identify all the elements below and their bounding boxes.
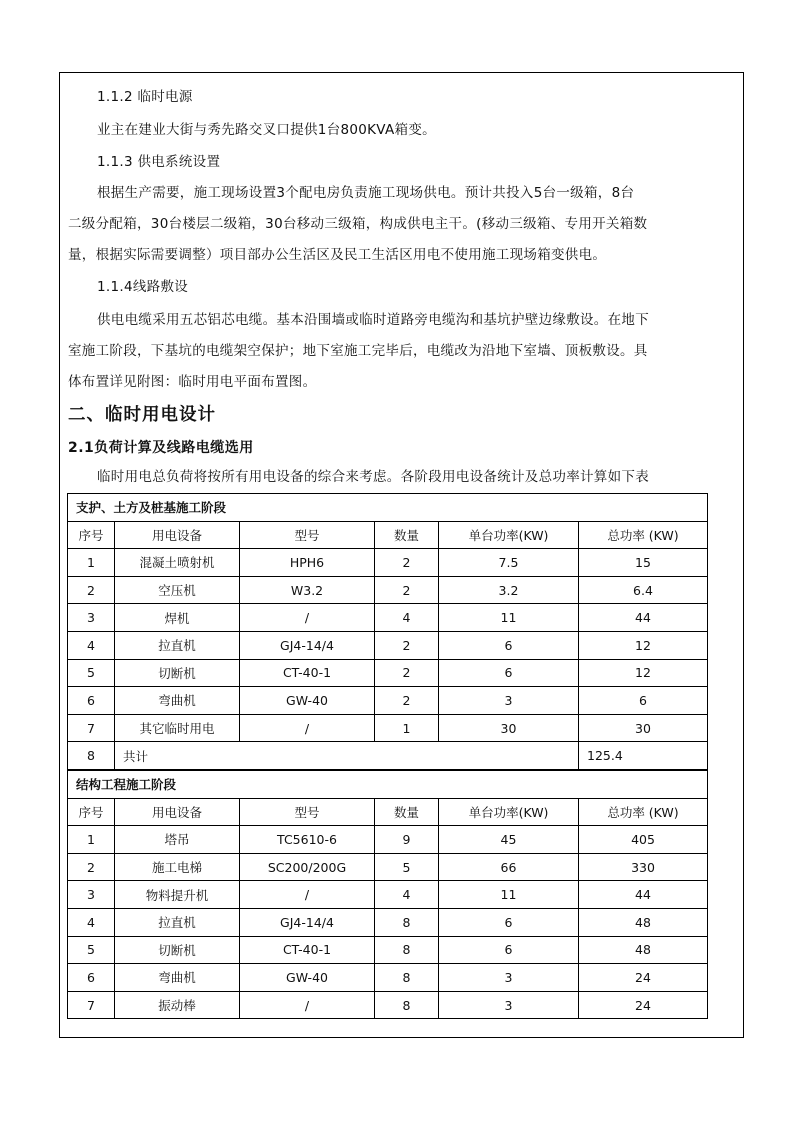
cell-total-power: 6 xyxy=(579,687,708,715)
header-device: 用电设备 xyxy=(115,521,240,549)
table-row xyxy=(68,991,708,1019)
header-qty: 数量 xyxy=(375,798,439,826)
cell-total-power: 6.4 xyxy=(579,576,708,604)
cell-unit-power: 3 xyxy=(439,964,579,992)
table-stage-row xyxy=(68,494,708,522)
cell-unit-power: 7.5 xyxy=(439,549,579,577)
table-row xyxy=(68,936,708,964)
cell-model: TC5610-6 xyxy=(240,826,375,854)
cell-qty: 2 xyxy=(375,687,439,715)
cell-no: 5 xyxy=(68,936,115,964)
cell-device: 物料提升机 xyxy=(115,881,240,909)
cell-device: 空压机 xyxy=(115,576,240,604)
table-header-row xyxy=(68,798,708,826)
header-total-power: 总功率 (KW) xyxy=(579,798,708,826)
header-model: 型号 xyxy=(240,521,375,549)
cell-unit-power: 45 xyxy=(439,826,579,854)
section-2-1-body: 临时用电总负荷将按所有用电设备的综合来考虑。各阶段用电设备统计及总功率计算如下表 xyxy=(97,469,649,485)
cell-model: HPH6 xyxy=(240,549,375,577)
cell-total-power: 12 xyxy=(579,631,708,659)
cell-model: CT-40-1 xyxy=(240,659,375,687)
section-2-1-heading: 2.1负荷计算及线路电缆选用 xyxy=(68,440,254,456)
header-unit-power: 单台功率(KW) xyxy=(439,798,579,826)
cell-no: 1 xyxy=(68,549,115,577)
table-row xyxy=(68,908,708,936)
cell-no: 2 xyxy=(68,576,115,604)
cell-total-power: 24 xyxy=(579,991,708,1019)
header-unit-power: 单台功率(KW) xyxy=(439,521,579,549)
cell-device: 拉直机 xyxy=(115,908,240,936)
cell-device: 振动棒 xyxy=(115,991,240,1019)
cell-total-power: 48 xyxy=(579,908,708,936)
cell-qty: 8 xyxy=(375,936,439,964)
section-1-1-3-line-1: 根据生产需要，施工现场设置3个配电房负责施工现场供电。预计共投入5台一级箱，8台 xyxy=(97,185,635,201)
cell-total-power: 330 xyxy=(579,853,708,881)
cell-model: GJ4-14/4 xyxy=(240,631,375,659)
cell-model: / xyxy=(240,604,375,632)
section-1-1-3-line-3: 量，根据实际需要调整）项目部办公生活区及民工生活区用电不使用施工现场箱变供电。 xyxy=(68,247,607,263)
section-1-1-4-line-3: 体布置详见附图：临时用电平面布置图。 xyxy=(68,374,317,390)
cell-total-power: 48 xyxy=(579,936,708,964)
cell-total-power: 30 xyxy=(579,714,708,742)
cell-device: 混凝土喷射机 xyxy=(115,549,240,577)
stage-title: 结构工程施工阶段 xyxy=(68,771,708,799)
header-no: 序号 xyxy=(68,798,115,826)
cell-no: 5 xyxy=(68,659,115,687)
cell-no: 8 xyxy=(68,742,115,770)
table-row xyxy=(68,687,708,715)
cell-no: 3 xyxy=(68,881,115,909)
cell-qty: 5 xyxy=(375,853,439,881)
cell-unit-power: 66 xyxy=(439,853,579,881)
cell-qty: 8 xyxy=(375,908,439,936)
header-model: 型号 xyxy=(240,798,375,826)
header-no: 序号 xyxy=(68,521,115,549)
cell-no: 3 xyxy=(68,604,115,632)
table-row xyxy=(68,853,708,881)
table-row xyxy=(68,631,708,659)
cell-unit-power: 30 xyxy=(439,714,579,742)
cell-device: 弯曲机 xyxy=(115,687,240,715)
section-1-1-4-line-1: 供电电缆采用五芯铝芯电缆。基本沿围墙或临时道路旁电缆沟和基坑护壁边缘敷设。在地下 xyxy=(97,312,649,328)
load-table-foundation-stage xyxy=(67,493,708,770)
table-row xyxy=(68,604,708,632)
cell-model: GJ4-14/4 xyxy=(240,908,375,936)
cell-unit-power: 11 xyxy=(439,604,579,632)
cell-device: 弯曲机 xyxy=(115,964,240,992)
cell-qty: 9 xyxy=(375,826,439,854)
cell-qty: 8 xyxy=(375,991,439,1019)
cell-qty: 4 xyxy=(375,881,439,909)
cell-total-power: 44 xyxy=(579,604,708,632)
cell-total-power: 15 xyxy=(579,549,708,577)
cell-qty: 8 xyxy=(375,964,439,992)
cell-model: CT-40-1 xyxy=(240,936,375,964)
cell-unit-power: 6 xyxy=(439,659,579,687)
cell-unit-power: 3 xyxy=(439,991,579,1019)
cell-device: 切断机 xyxy=(115,936,240,964)
cell-no: 7 xyxy=(68,991,115,1019)
cell-no: 2 xyxy=(68,853,115,881)
cell-unit-power: 6 xyxy=(439,936,579,964)
cell-model: SC200/200G xyxy=(240,853,375,881)
cell-total-power: 12 xyxy=(579,659,708,687)
cell-unit-power: 6 xyxy=(439,631,579,659)
cell-no: 1 xyxy=(68,826,115,854)
cell-no: 4 xyxy=(68,631,115,659)
cell-no: 6 xyxy=(68,687,115,715)
section-1-1-4-title: 1.1.4线路敷设 xyxy=(97,279,189,295)
cell-model: GW-40 xyxy=(240,964,375,992)
cell-device: 施工电梯 xyxy=(115,853,240,881)
table-row xyxy=(68,964,708,992)
cell-model: / xyxy=(240,714,375,742)
cell-qty: 2 xyxy=(375,576,439,604)
cell-no: 4 xyxy=(68,908,115,936)
load-table-structure-stage xyxy=(67,770,708,1019)
cell-qty: 1 xyxy=(375,714,439,742)
table-row xyxy=(68,826,708,854)
cell-device: 其它临时用电 xyxy=(115,714,240,742)
cell-model: / xyxy=(240,881,375,909)
cell-device: 焊机 xyxy=(115,604,240,632)
cell-no: 7 xyxy=(68,714,115,742)
header-total-power: 总功率 (KW) xyxy=(579,521,708,549)
cell-device: 切断机 xyxy=(115,659,240,687)
table-row xyxy=(68,576,708,604)
cell-model: / xyxy=(240,991,375,1019)
header-device: 用电设备 xyxy=(115,798,240,826)
cell-total-power: 405 xyxy=(579,826,708,854)
table-stage-row xyxy=(68,771,708,799)
table-sum-row xyxy=(68,742,708,770)
section-1-1-2-body: 业主在建业大街与秀先路交叉口提供1台800KVA箱变。 xyxy=(97,122,436,138)
cell-no: 6 xyxy=(68,964,115,992)
cell-unit-power: 3 xyxy=(439,687,579,715)
cell-model: W3.2 xyxy=(240,576,375,604)
cell-unit-power: 3.2 xyxy=(439,576,579,604)
sum-value: 125.4 xyxy=(579,742,708,770)
cell-total-power: 24 xyxy=(579,964,708,992)
cell-model: GW-40 xyxy=(240,687,375,715)
cell-qty: 2 xyxy=(375,549,439,577)
section-1-1-3-title: 1.1.3 供电系统设置 xyxy=(97,154,221,170)
header-qty: 数量 xyxy=(375,521,439,549)
cell-total-power: 44 xyxy=(579,881,708,909)
table-row xyxy=(68,714,708,742)
table-row xyxy=(68,881,708,909)
section-1-1-4-line-2: 室施工阶段，下基坑的电缆架空保护；地下室施工完毕后，电缆改为沿地下室墙、顶板敷设。具 xyxy=(68,343,648,359)
table-header-row xyxy=(68,521,708,549)
cell-device: 拉直机 xyxy=(115,631,240,659)
sum-label: 共计 xyxy=(115,742,579,770)
section-1-1-3-line-2: 二级分配箱，30台楼层二级箱，30台移动三级箱，构成供电主干。(移动三级箱、专用开关箱数 xyxy=(68,216,648,232)
stage-title: 支护、土方及桩基施工阶段 xyxy=(68,494,708,522)
section-1-1-2-title: 1.1.2 临时电源 xyxy=(97,89,193,105)
table-row xyxy=(68,549,708,577)
cell-qty: 4 xyxy=(375,604,439,632)
table-row xyxy=(68,659,708,687)
cell-unit-power: 6 xyxy=(439,908,579,936)
cell-qty: 2 xyxy=(375,659,439,687)
cell-unit-power: 11 xyxy=(439,881,579,909)
cell-qty: 2 xyxy=(375,631,439,659)
cell-device: 塔吊 xyxy=(115,826,240,854)
section-2-heading: 二、临时用电设计 xyxy=(68,405,216,425)
